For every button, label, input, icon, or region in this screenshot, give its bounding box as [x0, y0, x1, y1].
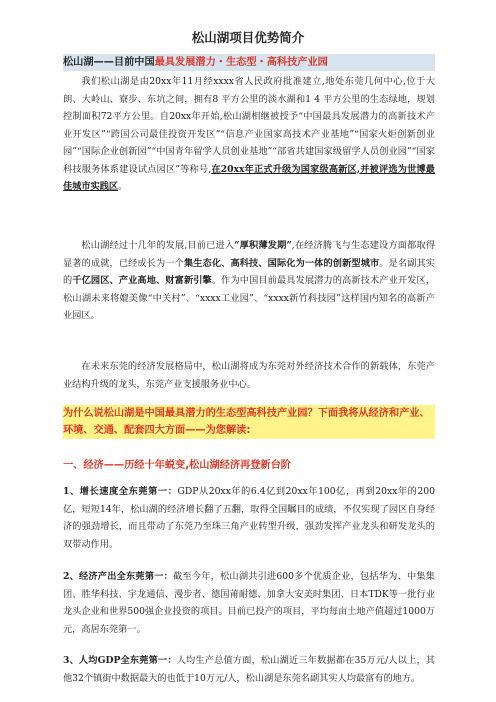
- paragraph-development: [63, 237, 435, 325]
- item-text: GDP从20xx年的6.4亿到20xx年100亿，再到20xx年的200亿，短短14年，松山湖的经济增长翻了五翻，取得全国瞩目的成绩，不仅实现了园区自身经济的强劲增长，而且带动了东莞乃至珠三角产业转型升级，强劲发挥产业龙头和研发龙头的双带动作用。: [63, 486, 435, 550]
- para2-d: 。是名副其实的: [63, 257, 435, 286]
- para2-b2: 集生态化、高科技、国际化为一体的创新型城市: [183, 257, 380, 269]
- para2-a: 松山湖经过十几年的发展,目前已进入: [81, 240, 235, 251]
- question-heading: 为什么说松山湖是中国最具潜力的生态型高科技产业园？下面我将从经济和产业、环境、交通、配套四大方面——为您解读:: [63, 405, 435, 439]
- para2-b1: “厚积薄发期”: [234, 240, 292, 251]
- paragraph-intro: [63, 73, 435, 196]
- item-label: 3、人均GDP全东莞第一：: [63, 655, 177, 666]
- intro-heading-highlight: 最具发展潜力・生态型・高科技产业园: [154, 57, 328, 68]
- paragraph-intro-end: 。: [118, 181, 128, 192]
- economy-heading: 一、经济——历经十年蜕变,松山湖经济再登新台阶: [63, 460, 291, 471]
- item-label: 2、经济产出全东莞第一：: [63, 571, 174, 582]
- page-title: 松山湖项目优势简介: [191, 30, 305, 45]
- list-item: [63, 568, 435, 638]
- list-item: [63, 483, 435, 553]
- paragraph-future: 在未来东莞的经济发展格局中，松山湖将成为东莞对外经济技术合作的新载体，东莞产业结构升级的龙头，东莞产业支援服务业中心。: [63, 361, 435, 390]
- para2-e: 。作为中国目前最具发展潜力的高新技术产业开发区，松山湖未来将媲美像“中关村”、“xxxx工业园”、“xxxx新竹科技园”这样国内知名的高新产业园区。: [63, 275, 436, 321]
- list-item: [63, 652, 435, 687]
- item-text: 人均生产总值方面，松山湖近三年数据都在35万元/人以上，其他32个镇街中数据最大的也低于10万元/人，松山湖是东莞名副其实人均最富有的地方。: [63, 655, 435, 684]
- intro-heading-prefix: 松山湖——目前中国: [63, 57, 155, 68]
- intro-heading: [63, 54, 435, 71]
- paragraph-intro-text: 我们松山湖是由20xx年11月经xxxx省人民政府批准建立,地处东莞几何中心,位于大朗、大岭山、寮步、东坑之间，拥有8 平方公里的淡水湖和1 4 平方公里的生态绿地，规划控制面积72平方公里。自20xx年开始,松山湖相继被授予“中国最具发展潜力的高新技术产业开发区”“跨国公司最佳投资开发区”“信息产业国家高技术产业基地”“国家火炬创新创业园”“国际企业创新园”“中国青年留学人员创业基地”“部省共建国家级留学人员创业园”“国家科技服务体系建设试点园区”等称号,: [63, 76, 435, 175]
- para2-b3: 千亿园区、产业高地、财富新引擎: [72, 275, 212, 286]
- para2-c: ,在经济腾飞与生态建设方面都取得显著的成就，已经成长为一个: [63, 240, 436, 269]
- item-text: 截至今年，松山湖共引进600多个优质企业，包括华为、中集集团、胜华科技、宇龙通信、漫步者、德国莆耐德、加拿大安美时集团、日本TDK等一批行业龙头企业和世界500强企业投资的项目。目前已投产的项目，平均每亩土地产值超过1000万元，高居东莞第一。: [63, 571, 435, 635]
- paragraph-intro-underlined: 在20xx年正式升级为国家级高新区,并被评选为世博最佳城市实践区: [63, 163, 435, 192]
- item-label: 1、增长速度全东莞第一：: [63, 486, 178, 497]
